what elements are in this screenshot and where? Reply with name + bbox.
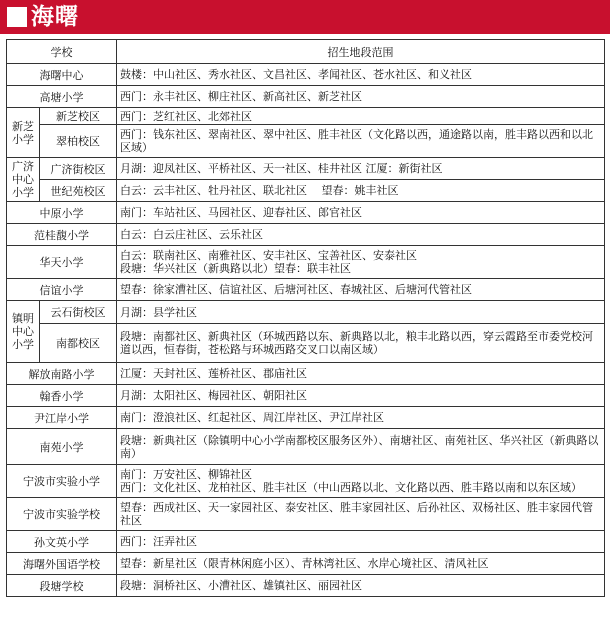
campus-name-cell: 世纪苑校区	[40, 180, 117, 202]
area-line: 白云：联南社区、南雅社区、安丰社区、宝善社区、安泰社区	[120, 249, 417, 262]
school-name-cell: 中原小学	[7, 202, 117, 224]
banner-square-icon	[7, 7, 27, 27]
area-cell	[117, 429, 605, 465]
area-cell	[117, 498, 605, 531]
area-cell	[117, 407, 605, 429]
area-line: 白云：白云庄社区、云乐社区	[120, 228, 263, 241]
school-name-cell: 宁波市实验学校	[7, 498, 117, 531]
area-cell	[117, 125, 605, 158]
area-line: 鼓楼：中山社区、秀水社区、文昌社区、孝闻社区、苍水社区、和义社区	[120, 68, 472, 81]
table-row	[7, 64, 605, 86]
campus-name-cell: 云石街校区	[40, 301, 117, 324]
area-line: 南门：车站社区、马园社区、迎春社区、郎官社区	[120, 206, 362, 219]
area-line: 南门：澄浪社区、红起社区、周江岸社区、尹江岸社区	[120, 411, 384, 424]
school-name-cell: 海曙中心	[7, 64, 117, 86]
area-line: 望春：西成社区、天一家园社区、泰安社区、胜丰家园社区、后孙社区、双杨社区、胜丰家园代管社区	[120, 501, 593, 527]
school-group-cell: 镇明中心小学	[7, 301, 40, 363]
area-line: 西门：文化社区、龙柏社区、胜丰社区（中山西路以北、文化路以西、胜丰路以南和以东区域）	[120, 481, 582, 494]
table-row	[7, 125, 605, 158]
area-cell	[117, 363, 605, 385]
area-line: 南门：万安社区、柳锦社区	[120, 468, 252, 481]
area-cell	[117, 158, 605, 180]
campus-name-cell: 新芝校区	[40, 108, 117, 125]
area-cell	[117, 202, 605, 224]
school-name-cell: 海曙外国语学校	[7, 553, 117, 575]
table-row	[7, 385, 605, 407]
area-cell	[117, 64, 605, 86]
area-cell	[117, 385, 605, 407]
table-row	[7, 180, 605, 202]
school-name-cell: 范桂馥小学	[7, 224, 117, 246]
table-row	[7, 86, 605, 108]
area-line: 段塘：南都社区、新典社区（环城西路以东、新典路以北，粮丰北路以西，穿云霞路至市委党校河道以西，恒春街，苍松路与环城西路交叉口以南区域）	[120, 330, 593, 356]
school-name-cell: 信谊小学	[7, 279, 117, 301]
table-row	[7, 531, 605, 553]
school-name-cell: 段塘学校	[7, 575, 117, 597]
table-row	[7, 407, 605, 429]
area-cell	[117, 531, 605, 553]
table-header-row	[7, 40, 605, 64]
area-line: 月湖：迎凤社区、平桥社区、天一社区、桂井社区 江厦：新街社区	[120, 162, 443, 175]
area-cell	[117, 465, 605, 498]
table-row	[7, 224, 605, 246]
campus-name-cell: 广济街校区	[40, 158, 117, 180]
table-row	[7, 553, 605, 575]
area-line: 江厦：天封社区、莲桥社区、郡庙社区	[120, 367, 307, 380]
area-cell	[117, 553, 605, 575]
campus-name-cell: 南都校区	[40, 324, 117, 363]
table-row	[7, 465, 605, 498]
area-cell	[117, 224, 605, 246]
area-cell	[117, 108, 605, 125]
school-name-cell: 高塘小学	[7, 86, 117, 108]
school-name-cell: 解放南路小学	[7, 363, 117, 385]
school-name-cell: 尹江岸小学	[7, 407, 117, 429]
table-row	[7, 202, 605, 224]
school-group-cell: 新芝小学	[7, 108, 40, 158]
table-row	[7, 498, 605, 531]
area-line: 西门：钱东社区、翠南社区、翠中社区、胜丰社区（文化路以西，通途路以南，胜丰路以西和以北区域）	[120, 128, 593, 154]
table-row	[7, 575, 605, 597]
area-cell	[117, 180, 605, 202]
area-line: 西门：汪弄社区	[120, 535, 197, 548]
area-line: 段塘：洞桥社区、小漕社区、雄镇社区、丽园社区	[120, 579, 362, 592]
table-row	[7, 363, 605, 385]
school-name-cell: 宁波市实验小学	[7, 465, 117, 498]
school-name-cell: 华天小学	[7, 246, 117, 279]
school-group-cell: 广济中心小学	[7, 158, 40, 202]
area-line: 段塘：新典社区（除镇明中心小学南都校区服务区外）、南塘社区、南苑社区、华兴社区（新典路以南）	[120, 433, 599, 460]
section-banner	[0, 0, 610, 34]
table-row	[7, 246, 605, 279]
header-area: 招生地段范围	[117, 40, 605, 64]
table-row	[7, 324, 605, 363]
table-row	[7, 429, 605, 465]
area-line: 月湖：县学社区	[120, 305, 197, 319]
area-line: 望春：新星社区（限青林闲庭小区）、青林湾社区、水岸心境社区、清风社区	[120, 557, 489, 570]
area-cell	[117, 575, 605, 597]
table-row	[7, 279, 605, 301]
area-line: 西门：芝红社区、北郊社区	[120, 109, 252, 123]
area-line: 望春：徐家漕社区、信谊社区、后塘河社区、春城社区、后塘河代管社区	[120, 283, 472, 296]
table-row	[7, 301, 605, 324]
table-row	[7, 108, 605, 125]
table-row	[7, 158, 605, 180]
area-line: 西门：永丰社区、柳庄社区、新高社区、新芝社区	[120, 90, 362, 103]
school-name-cell: 翰香小学	[7, 385, 117, 407]
campus-name-cell: 翠柏校区	[40, 125, 117, 158]
area-line: 段塘：华兴社区（新典路以北）望春：联丰社区	[120, 262, 351, 275]
area-line: 白云：云丰社区、牡丹社区、联北社区 望春：姚丰社区	[120, 184, 399, 197]
area-cell	[117, 301, 605, 324]
area-cell	[117, 279, 605, 301]
enrollment-zone-table	[6, 39, 605, 597]
area-cell	[117, 246, 605, 279]
area-line: 月湖：太阳社区、梅园社区、朝阳社区	[120, 389, 307, 402]
header-school: 学校	[7, 40, 117, 64]
school-name-cell: 南苑小学	[7, 429, 117, 465]
area-cell	[117, 324, 605, 363]
area-cell	[117, 86, 605, 108]
school-name-cell: 孙文英小学	[7, 531, 117, 553]
section-title: 海曙	[31, 4, 79, 30]
